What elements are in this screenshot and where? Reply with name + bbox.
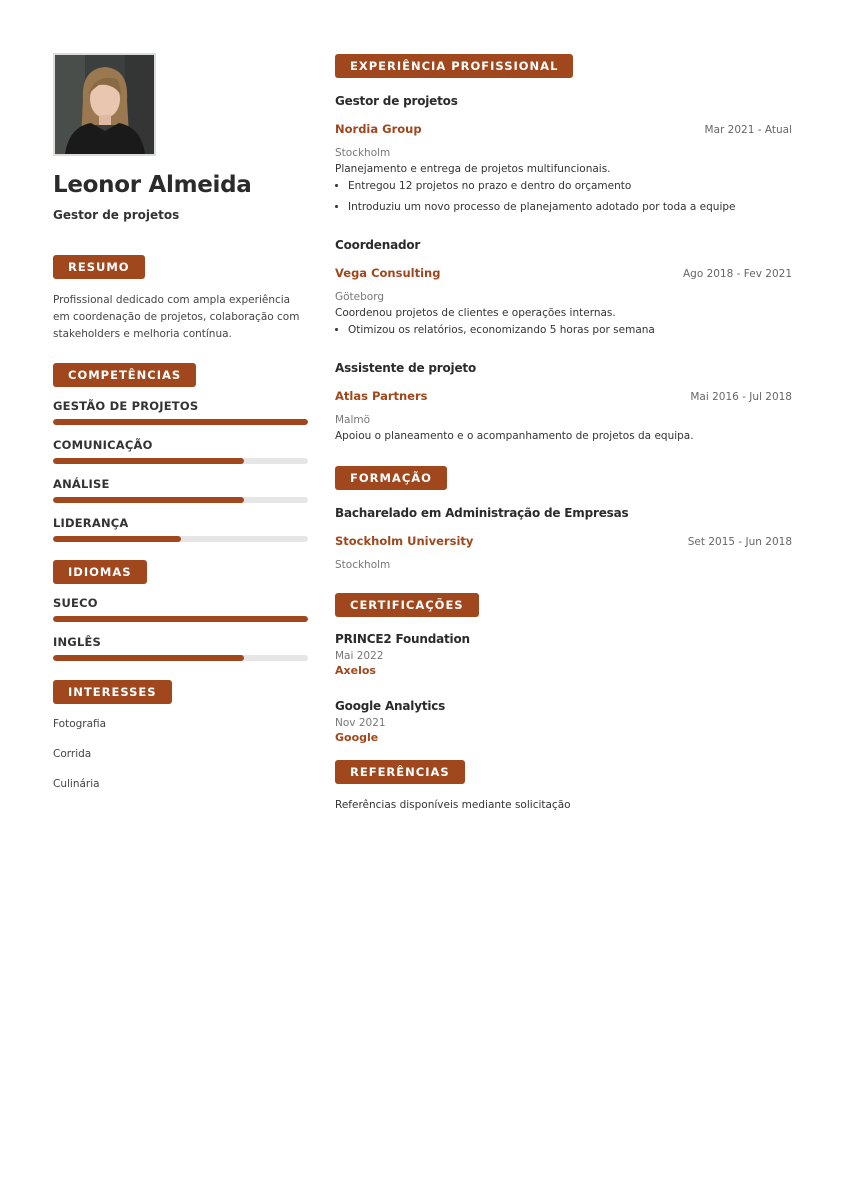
skill-item: [53, 516, 308, 542]
section-references-heading: REFERÊNCIAS: [335, 760, 465, 784]
education-list: [335, 506, 792, 571]
language-level-fill: [53, 616, 308, 622]
job-description: Coordenou projetos de clientes e operações internas.: [335, 307, 616, 319]
section-certifications-heading: CERTIFICAÇÕES: [335, 593, 479, 617]
achievement-item: • Introduziu um novo processo de planejamento adotado por toda a equipe: [348, 197, 792, 218]
skill-name: COMUNICAÇÃO: [53, 437, 153, 452]
company-date-row: [335, 266, 792, 280]
education-date: Set 2015 - Jun 2018: [687, 536, 792, 548]
experience-entry: [335, 238, 792, 341]
company-name: Vega Consulting: [335, 266, 441, 280]
section-skills-heading: COMPETÊNCIAS: [53, 363, 196, 387]
skill-item: [53, 438, 308, 464]
job-city: Stockholm: [335, 147, 391, 159]
skill-level-bar: [53, 458, 308, 464]
skill-level-fill: [53, 497, 244, 503]
job-city: Malmö: [335, 414, 371, 426]
skill-level-fill: [53, 458, 244, 464]
job-date: Mar 2021 - Atual: [704, 124, 792, 136]
language-level-fill: [53, 655, 244, 661]
language-name: INGLÊS: [53, 634, 102, 649]
education-city: Stockholm: [335, 559, 391, 571]
certification-date: Mai 2022: [335, 650, 384, 662]
skills-list: [53, 399, 308, 542]
skill-item: [53, 399, 308, 425]
left-column: [53, 53, 308, 790]
skill-item: [53, 477, 308, 503]
certification-date: Nov 2021: [335, 717, 386, 729]
school-date-row: [335, 534, 792, 548]
skill-name: GESTÃO DE PROJETOS: [53, 398, 199, 413]
achievement-item: • Otimizou os relatórios, economizando 5 horas por semana: [348, 320, 792, 341]
skill-name: ANÁLISE: [53, 476, 110, 491]
company-name: Atlas Partners: [335, 389, 428, 403]
candidate-role: Gestor de projetos: [53, 207, 180, 222]
section-summary-heading: RESUMO: [53, 255, 145, 279]
job-title: Coordenador: [335, 238, 421, 252]
skill-level-fill: [53, 536, 181, 542]
certification-title: PRINCE2 Foundation: [335, 632, 470, 646]
language-level-bar: [53, 616, 308, 622]
job-description: Apoiou o planeamento e o acompanhamento de projetos da equipa.: [335, 430, 694, 442]
language-item: [53, 635, 308, 661]
portrait-image: [55, 55, 154, 154]
job-title: Assistente de projeto: [335, 361, 476, 375]
company-name: Nordia Group: [335, 122, 422, 136]
certification-title: Google Analytics: [335, 699, 446, 713]
job-achievements: [335, 176, 792, 218]
job-date: Ago 2018 - Fev 2021: [683, 268, 792, 280]
education-entry: [335, 506, 792, 571]
certification-entry: [335, 632, 792, 677]
certification-entry: [335, 699, 792, 744]
skill-level-bar: [53, 419, 308, 425]
certifications-list: [335, 632, 792, 744]
language-name: SUECO: [53, 595, 98, 610]
section-experience-heading: EXPERIÊNCIA PROFISSIONAL: [335, 54, 573, 78]
achievement-item: • Entregou 12 projetos no prazo e dentro do orçamento: [348, 176, 792, 197]
language-level-bar: [53, 655, 308, 661]
experience-entry: [335, 361, 792, 442]
profile-photo: [53, 53, 156, 156]
school-name: Stockholm University: [335, 534, 474, 548]
job-title: Gestor de projetos: [335, 94, 458, 108]
skill-level-bar: [53, 497, 308, 503]
language-item: [53, 596, 308, 622]
interests-list: [53, 718, 308, 790]
certification-issuer: Axelos: [335, 664, 376, 677]
right-column: [335, 54, 792, 811]
certification-issuer: Google: [335, 731, 379, 744]
section-interests-heading: INTERESSES: [53, 680, 172, 704]
job-city: Göteborg: [335, 291, 385, 303]
interest-item: Corrida: [53, 747, 92, 760]
company-date-row: [335, 122, 792, 136]
company-date-row: [335, 389, 792, 403]
languages-list: [53, 596, 308, 661]
references-text: Referências disponíveis mediante solicitação: [335, 799, 571, 811]
experience-list: [335, 94, 792, 442]
section-languages-heading: IDIOMAS: [53, 560, 147, 584]
degree-title: Bacharelado em Administração de Empresas: [335, 506, 629, 520]
job-description: Planejamento e entrega de projetos multifuncionais.: [335, 163, 611, 175]
interest-item: Fotografia: [53, 717, 107, 730]
job-date: Mai 2016 - Jul 2018: [690, 391, 792, 403]
skill-level-fill: [53, 419, 308, 425]
experience-entry: [335, 94, 792, 218]
candidate-name: Leonor Almeida: [53, 172, 252, 198]
section-education-heading: FORMAÇÃO: [335, 466, 447, 490]
interest-item: Culinária: [53, 777, 100, 790]
skill-name: LIDERANÇA: [53, 515, 129, 530]
skill-level-bar: [53, 536, 308, 542]
summary-text: Profissional dedicado com ampla experiência em coordenação de projetos, colaboração com stakeholders e melhoria contínua.: [53, 293, 300, 340]
job-achievements: [335, 320, 792, 341]
